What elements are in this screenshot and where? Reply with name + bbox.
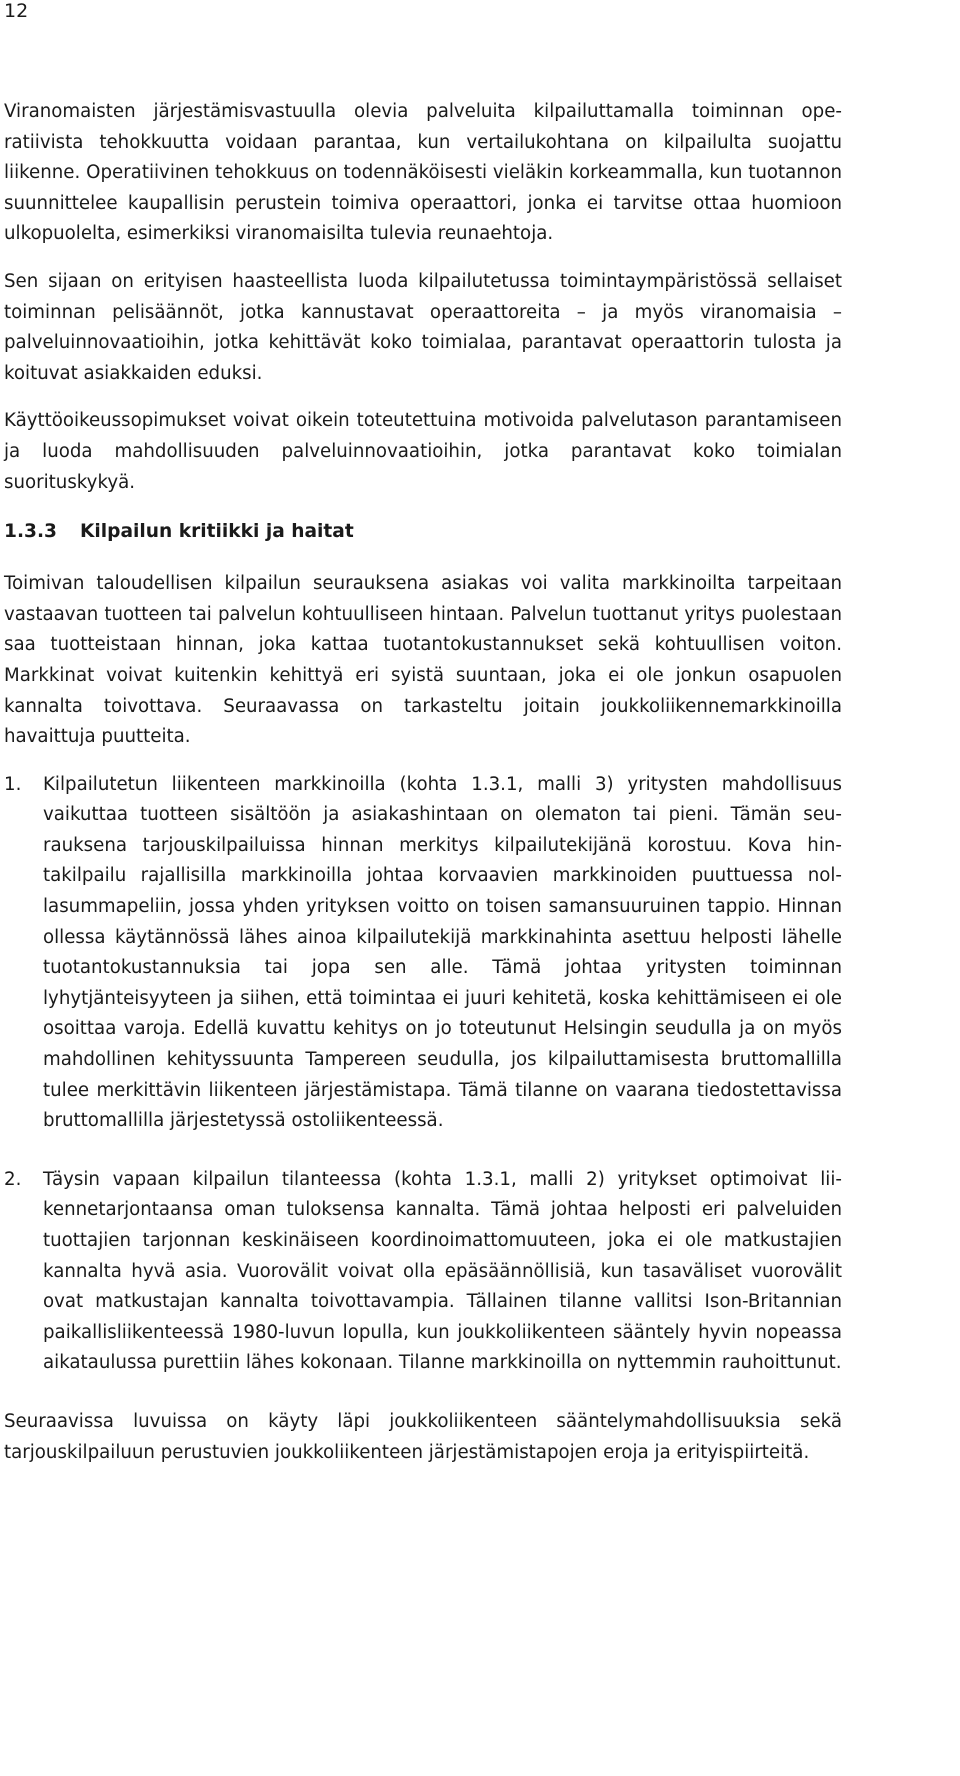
page-number: 12 (4, 0, 29, 22)
paragraph-3: Käyttöoikeussopimukset voivat oikein toteutettuina motivoida palvelutason parantamiseen ja luoda mahdollisuuden palveluinnovaatioihin, jotka parantavat koko toimialan suorituskykyä. (4, 410, 842, 493)
closing-paragraph: Seuraavissa luvuissa on käyty läpi joukkoliikenteen sääntelymahdollisuuksia sekä tarjouskilpailuun perustuvien joukkoliikenteen järjestämistapojen eroja ja erityispiirteitä. (4, 1410, 842, 1463)
list-item-text: Kilpailutetun liikenteen markkinoilla (kohta 1.3.1, malli 3) yritysten mahdollisuus vaikuttaa tuotteen sisältöön ja asiakashintaan on olematon tai pieni. Tämän seurauksena tarjouskilpailuissa hinnan merkitys kilpailutekijänä korostuu. Kova hintakilpailu rajallisilla markkinoilla johtaa korvaavien markkinoiden puuttuessa nollasummapeliin, jossa yhden yrityksen voitto on toisen samansuuruinen tappio. Hinnan ollessa käytännössä lähes ainoa kilpailutekijä markkinahinta asettuu helposti lähelle tuotantokustannuksia tai jopa sen alle. Tämä johtaa yritysten toiminnan lyhytjänteisyyteen ja siihen, että toimintaa ei juuri kehitetä, koska kehittämiseen ei ole osoittaa varoja. Edellä kuvattu kehitys on jo toteutunut Helsingin seudulla ja on myös mahdollinen kehityssuunta Tampereen seudulla, jos kilpailuttamisesta bruttomallilla tulee merkittävin liikenteen järjestämistapa. Tämä tilanne on vaarana tiedostettavissa bruttomallilla järjestetyssä ostoliikenteessä. (43, 773, 842, 1132)
section-paragraph: Toimivan taloudellisen kilpailun seurauksena asiakas voi valita markkinoilta tarpeitaan vastaavan tuotteen tai palvelun kohtuulliseen hintaan. Palvelun tuottanut yritys puolestaan saa tuotteistaan hinnan, joka kattaa tuotantokustannukset sekä kohtuullisen voiton. Markkinat voivat kuitenkin kehittyä eri syistä suuntaan, joka ei ole jonkun osapuolen kannalta toivottava. Seuraavassa on tarkasteltu joitain joukkoliikennemarkkinoilla havaittuja puutteita. (4, 573, 842, 748)
section-heading (4, 517, 842, 547)
list-item-number: 1. (4, 773, 22, 795)
numbered-list (4, 770, 842, 1379)
list-item (4, 1165, 842, 1379)
section-number: 1.3.3 (4, 521, 57, 543)
list-item (4, 770, 842, 1137)
document-body (4, 97, 842, 1485)
paragraph-2: Sen sijaan on erityisen haasteellista luoda kilpailutetussa toimintaympäristössä sellaiset toiminnan pelisäännöt, jotka kannustavat operaattoreita – ja myös viranomaisia – palveluinnovaatioihin, jotka kehittävät koko toimialaa, parantavat operaattorin tulosta ja koituvat asiakkaiden eduksi. (4, 270, 842, 384)
list-item-text: Täysin vapaan kilpailun tilanteessa (kohta 1.3.1, malli 2) yritykset optimoivat liikennetarjontaansa oman tuloksensa kannalta. Tämä johtaa helposti eri palveluiden tuottajien tarjonnan keskinäiseen koordinoimattomuuteen, joka ei ole matkustajien kannalta hyvä asia. Vuorovälit voivat olla epäsäännöllisiä, kun tasaväliset vuorovälit ovat matkustajan kannalta toivottavampia. Tällainen tilanne vallitsi Ison-Britannian paikallisliikenteessä 1980-luvun lopulla, kun joukkoliikenteen sääntely hyvin nopeassa aikataulussa purettiin lähes kokonaan. Tilanne markkinoilla on nyttemmin rauhoittunut. (43, 1168, 842, 1374)
section-title: Kilpailun kritiikki ja haitat (80, 521, 354, 543)
paragraph-1: Viranomaisten järjestämisvastuulla olevia palveluita kilpailuttamalla toiminnan operatiivista tehokkuutta voidaan parantaa, kun vertailukohtana on kilpailulta suojattu liikenne. Operatiivinen tehokkuus on todennäköisesti vieläkin korkeammalla, kun tuotannon suunnittelee kaupallisin perustein toimiva operaattori, jonka ei tarvitse ottaa huomioon ulkopuolelta, esimerkiksi viranomaisilta tulevia reunaehtoja. (4, 101, 842, 245)
list-item-number: 2. (4, 1168, 22, 1190)
